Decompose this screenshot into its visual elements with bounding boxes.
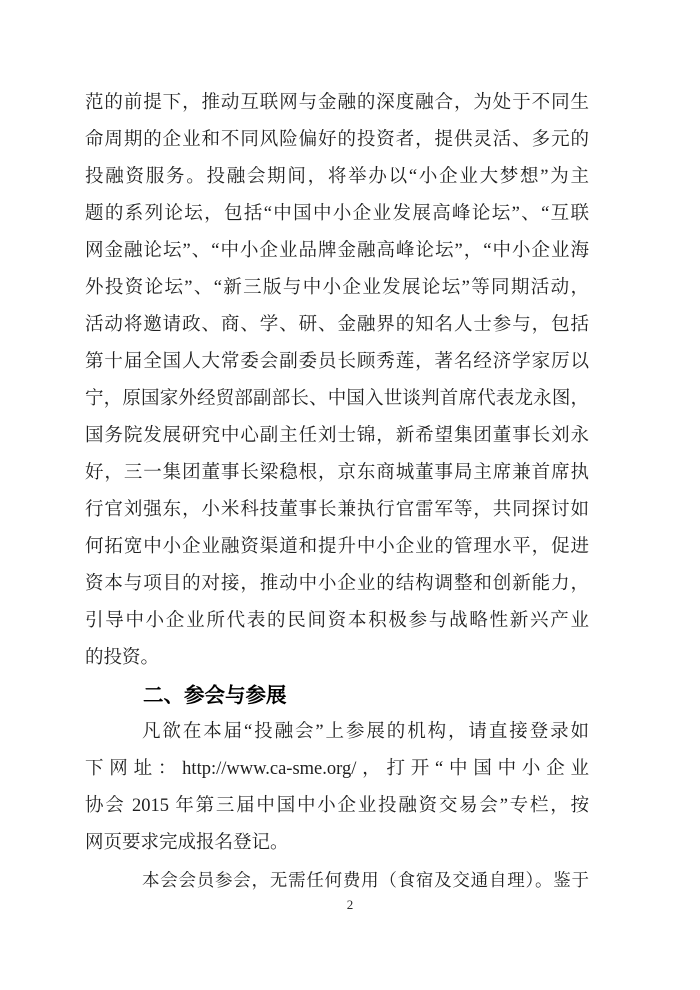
text-line: 国务院发展研究中心副主任刘士锦，新希望集团董事长刘永 xyxy=(85,426,589,446)
text-line: 网页要求完成报名登记。 xyxy=(85,833,289,853)
text-line: 活动将邀请政、商、学、研、金融界的知名人士参与，包括 xyxy=(85,315,589,335)
section-heading: 二、参会与参展 xyxy=(143,684,287,707)
text-line: 宁，原国家外经贸部副部长、中国入世谈判首席代表龙永图， xyxy=(85,389,589,409)
page-number: 2 xyxy=(346,897,354,912)
text-line: 命周期的企业和不同风险偏好的投资者，提供灵活、多元的 xyxy=(85,130,589,150)
text-line: 引导中小企业所代表的民间资本积极参与战略性新兴产业 xyxy=(85,611,589,631)
text-line: 外投资论坛”、“新三版与中小企业发展论坛”等同期活动， xyxy=(85,278,589,298)
document-body xyxy=(85,85,589,899)
text-line: 范的前提下，推动互联网与金融的深度融合，为处于不同生 xyxy=(85,93,589,113)
text-line: 本会会员参会，无需任何费用（食宿及交通自理）。鉴于 xyxy=(142,870,589,890)
text-line: 好，三一集团董事长梁稳根，京东商城董事局主席兼首席执 xyxy=(85,463,589,483)
text-line: 题的系列论坛，包括“中国中小企业发展高峰论坛”、“互联 xyxy=(85,204,589,224)
text-line: 何拓宽中小企业融资渠道和提升中小企业的管理水平，促进 xyxy=(85,537,589,557)
text-line: 投融资服务。投融会期间，将举办以“小企业大梦想”为主 xyxy=(85,167,589,187)
text-line: 第十届全国人大常委会副委员长顾秀莲，著名经济学家厉以 xyxy=(85,352,589,372)
text-line: 凡欲在本届“投融会”上参展的机构，请直接登录如 xyxy=(142,722,589,742)
text-line: 资本与项目的对接，推动中小企业的结构调整和创新能力， xyxy=(85,574,589,594)
text-line: 的投资。 xyxy=(85,648,160,668)
text-line: 协会 2015 年第三届中国中小企业投融资交易会”专栏，按 xyxy=(85,796,589,816)
text-line: 行官刘强东，小米科技董事长兼执行官雷军等，共同探讨如 xyxy=(85,500,589,520)
text-line: 下网址：http://www.ca-sme.org/，打开“中国中小企业 xyxy=(85,759,589,779)
text-line: 网金融论坛”、“中小企业品牌金融高峰论坛”，“中小企业海 xyxy=(85,241,589,261)
